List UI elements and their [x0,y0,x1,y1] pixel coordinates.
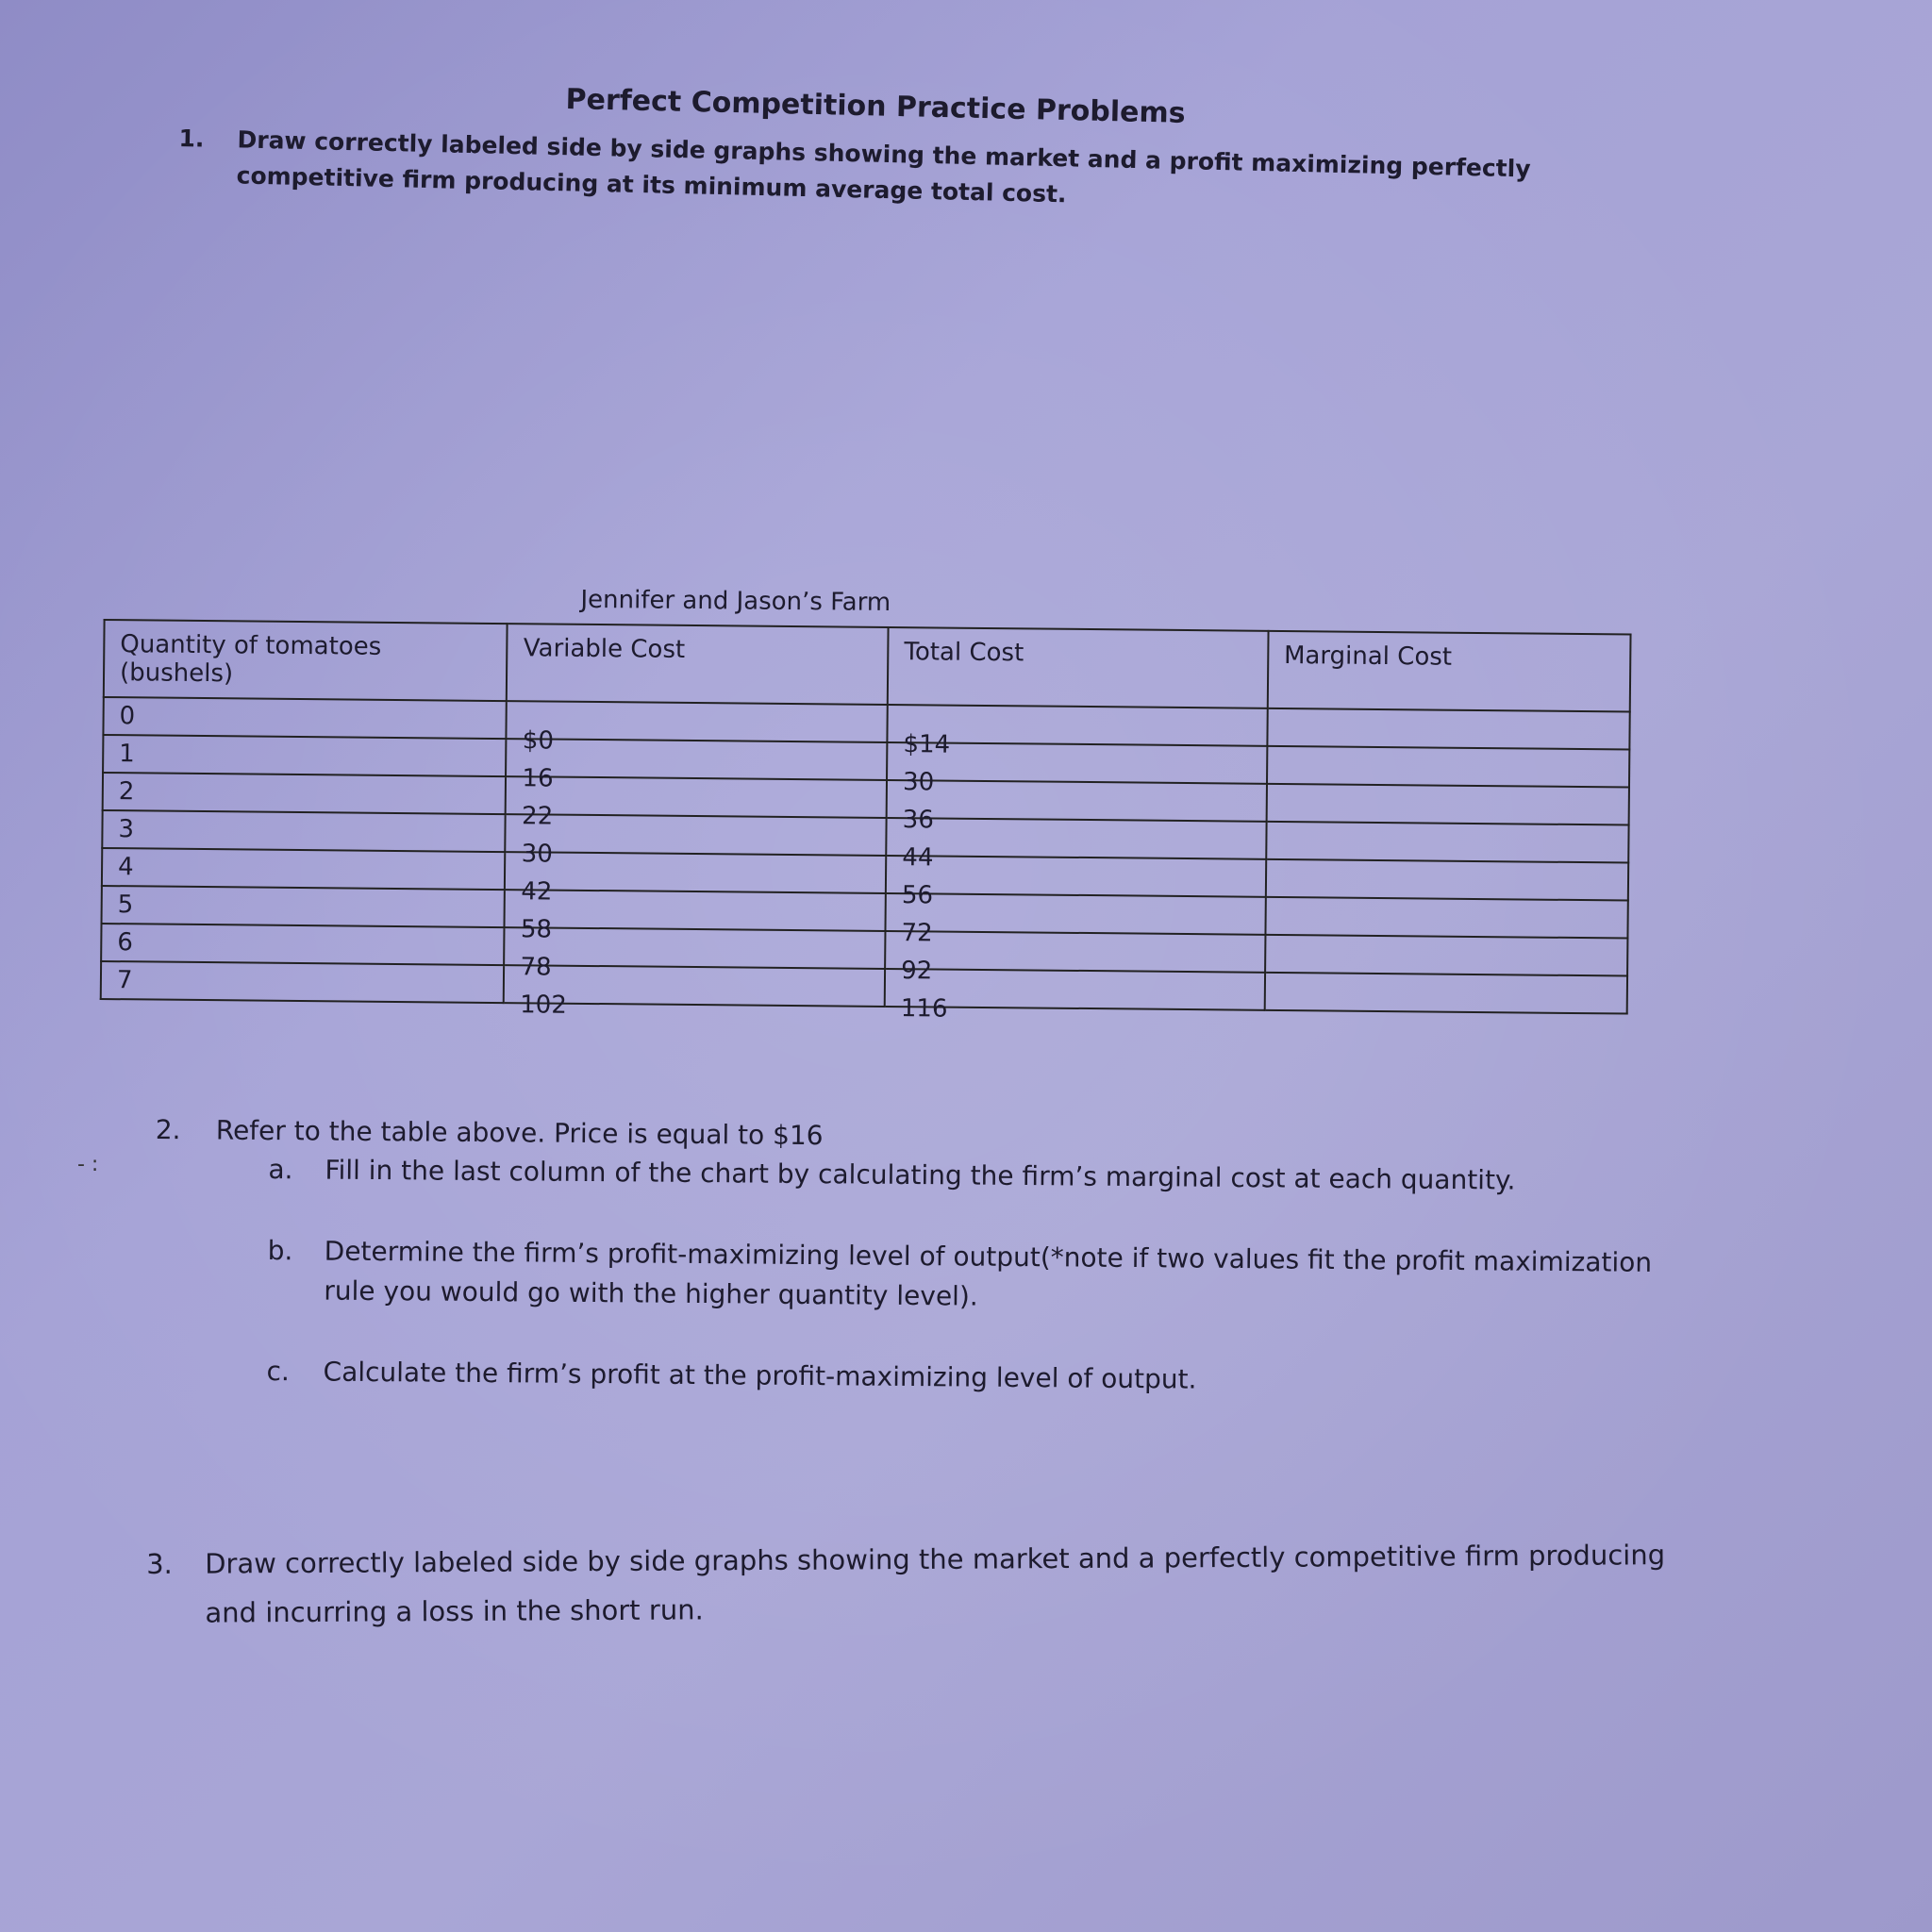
cell-variable-cost [506,814,887,869]
cell-variable-cost [505,890,886,944]
part-a-letter: a. [268,1154,293,1186]
cell-marginal-cost[interactable] [1265,935,1628,976]
cell-marginal-cost[interactable] [1266,784,1629,825]
variable-cost-value: 22 [521,802,554,831]
table-header-row [104,620,1631,712]
cost-table [100,619,1632,1024]
cell-marginal-cost[interactable] [1264,973,1627,1014]
cell-quantity: 1 [103,735,507,776]
cell-marginal-cost[interactable] [1266,822,1629,863]
cell-quantity: 3 [102,810,506,852]
total-cost-value: 36 [902,806,934,835]
cell-quantity: 5 [102,886,506,927]
variable-cost-value: 30 [521,840,553,869]
part-c-text: Calculate the firm’s profit at the profit-maximizing level of output. [323,1356,1197,1395]
cell-total-cost [885,969,1265,1024]
cell-marginal-cost[interactable] [1267,708,1630,750]
total-cost-value: 92 [901,957,933,986]
question-2-part-c [266,1352,1681,1404]
part-c-letter: c. [266,1356,291,1388]
question-2 [153,1111,1684,1404]
variable-cost-value: $0 [522,726,555,756]
cell-variable-cost [504,965,885,1020]
cell-variable-cost [505,927,886,982]
cell-total-cost [886,856,1266,910]
cell-quantity: 4 [102,848,506,890]
question-1-number: 1. [178,124,205,153]
question-2-part-b [267,1231,1683,1323]
cell-variable-cost [507,701,888,756]
cell-quantity: 0 [103,697,507,739]
margin-mark: - : [77,1153,99,1176]
cell-marginal-cost[interactable] [1266,859,1629,901]
part-b-text: Determine the firm’s profit-maximizing level of output(*note if two values fit the profit maximization rule you would go with the higher quantity level). [324,1235,1653,1312]
cell-quantity: 7 [101,961,505,1003]
part-b-letter: b. [267,1235,293,1267]
question-3 [146,1530,1694,1638]
total-cost-value: $14 [903,730,951,759]
header-quantity: Quantity of tomatoes (bushels) [104,620,508,701]
cell-total-cost [886,893,1266,948]
cell-total-cost [886,818,1266,873]
variable-cost-value: 42 [521,877,553,907]
question-2-text: Refer to the table above. Price is equal to $16 [215,1114,824,1152]
total-cost-value: 56 [901,881,934,910]
total-cost-value: 30 [902,768,935,797]
cell-total-cost [888,705,1268,759]
cell-marginal-cost[interactable] [1267,746,1630,788]
total-cost-value: 72 [901,919,933,948]
page-title: Perfect Competition Practice Problems [565,83,1186,130]
question-2-number: 2. [155,1113,181,1146]
total-cost-value: 44 [902,843,934,873]
header-variable-cost: Variable Cost [507,624,888,705]
variable-cost-value: 78 [520,953,552,982]
cost-table-section [100,581,1632,1024]
part-a-text: Fill in the last column of the chart by calculating the firm’s marginal cost at each quantity. [325,1154,1516,1196]
cell-marginal-cost[interactable] [1265,897,1628,939]
header-total-cost: Total Cost [888,627,1268,708]
cell-quantity: 2 [103,773,507,814]
header-marginal-cost: Marginal Cost [1267,631,1630,712]
variable-cost-value: 16 [522,764,554,793]
total-cost-value: 116 [900,994,948,1024]
variable-cost-value: 102 [520,991,567,1020]
cell-total-cost [887,780,1267,835]
cell-quantity: 6 [101,924,505,965]
cell-variable-cost [506,776,887,831]
question-1 [177,121,1556,224]
question-1-text: Draw correctly labeled side by side graphs showing the market and a profit maximizing perfectly competitive firm producing at its minimum average total cost. [236,125,1531,208]
table-caption: Jennifer and Jason’s Farm [580,585,891,618]
cell-variable-cost [507,739,888,793]
question-3-text: Draw correctly labeled side by side graphs showing the market and a perfectly competitive firm producing and incurring a loss in the short run. [205,1539,1666,1629]
cell-total-cost [885,931,1265,986]
variable-cost-value: 58 [520,915,553,944]
question-3-number: 3. [146,1547,173,1580]
cell-variable-cost [505,852,886,907]
